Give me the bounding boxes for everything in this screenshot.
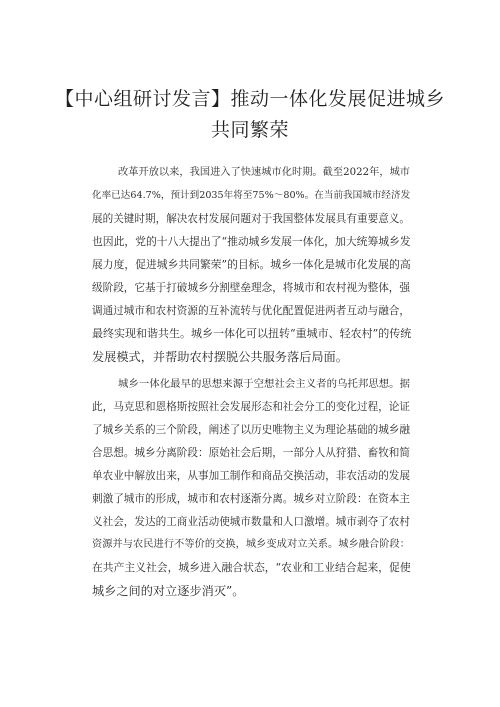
document-title-line-1: 【中心组研讨发言】推动一体化发展促进城乡 bbox=[54, 88, 445, 110]
paragraph-line: 化率已达64.7%，预计到2035年将至75%～80%。在当前我国城市经济发 bbox=[92, 190, 411, 201]
paragraph-line: 级阶段，它基于打破城乡分割壁垒理念，将城市和农村视为整体，强 bbox=[92, 282, 410, 294]
paragraph-line: 此，马克思和恩格斯按照社会发展形态和社会分工的变化过程，论证 bbox=[92, 401, 410, 413]
paragraph-line: 城乡一体化最早的思想来源于空想社会主义者的乌托邦思想。据 bbox=[118, 378, 410, 390]
paragraph-line: 城乡之间的对立逐步消灭”。 bbox=[92, 584, 245, 598]
paragraph-line: 也因此，党的十八大提出了“推动城乡发展一体化，加大统筹城乡发 bbox=[92, 235, 411, 248]
paragraph-line: 展的关键时期，解决农村发展问题对于我国整体发展具有重要意义。 bbox=[92, 213, 410, 225]
paragraph-line: 单农业中解放出来，从事加工制作和商品交换活动，非农活动的发展 bbox=[92, 470, 410, 482]
document-title-line-2: 共同繁荣 bbox=[210, 119, 289, 141]
paragraph-line: 合思想。城乡分离阶段：原始社会后期，一部分人从狩猎、畜牧和简 bbox=[92, 447, 410, 459]
paragraph-line: 改革开放以来，我国进入了快速城市化时期。截至2022年，城市 bbox=[118, 167, 410, 178]
paragraph-line: 最终实现和谐共生。城乡一体化可以扭转“重城市、轻农村”的传统 bbox=[92, 327, 412, 340]
paragraph-line: 展力度，促进城乡共同繁荣”的目标。城乡一体化是城市化发展的高 bbox=[92, 258, 411, 271]
paragraph-line: 调通过城市和农村资源的互补流转与优化配置促进两者互动与融合， bbox=[92, 305, 410, 317]
paragraph-line: 刺激了城市的形成，城市和农村逐渐分离。城乡对立阶段：在资本主 bbox=[92, 493, 410, 505]
paragraph-line: 了城乡关系的三个阶段，阐述了以历史唯物主义为理论基础的城乡融 bbox=[92, 424, 410, 436]
paragraph-line: 在共产主义社会，城乡进入融合状态，“农业和工业结合起来，促使 bbox=[92, 561, 411, 574]
paragraph-line: 发展模式，并帮助农村摆脱公共服务落后局面。 bbox=[92, 350, 348, 364]
paragraph-line: 义社会，发达的工商业活动使城市数量和人口激增。城市剥夺了农村 bbox=[92, 516, 410, 528]
paragraph-line: 资源并与农民进行不等价的交换，城乡变成对立关系。城乡融合阶段： bbox=[92, 539, 410, 550]
